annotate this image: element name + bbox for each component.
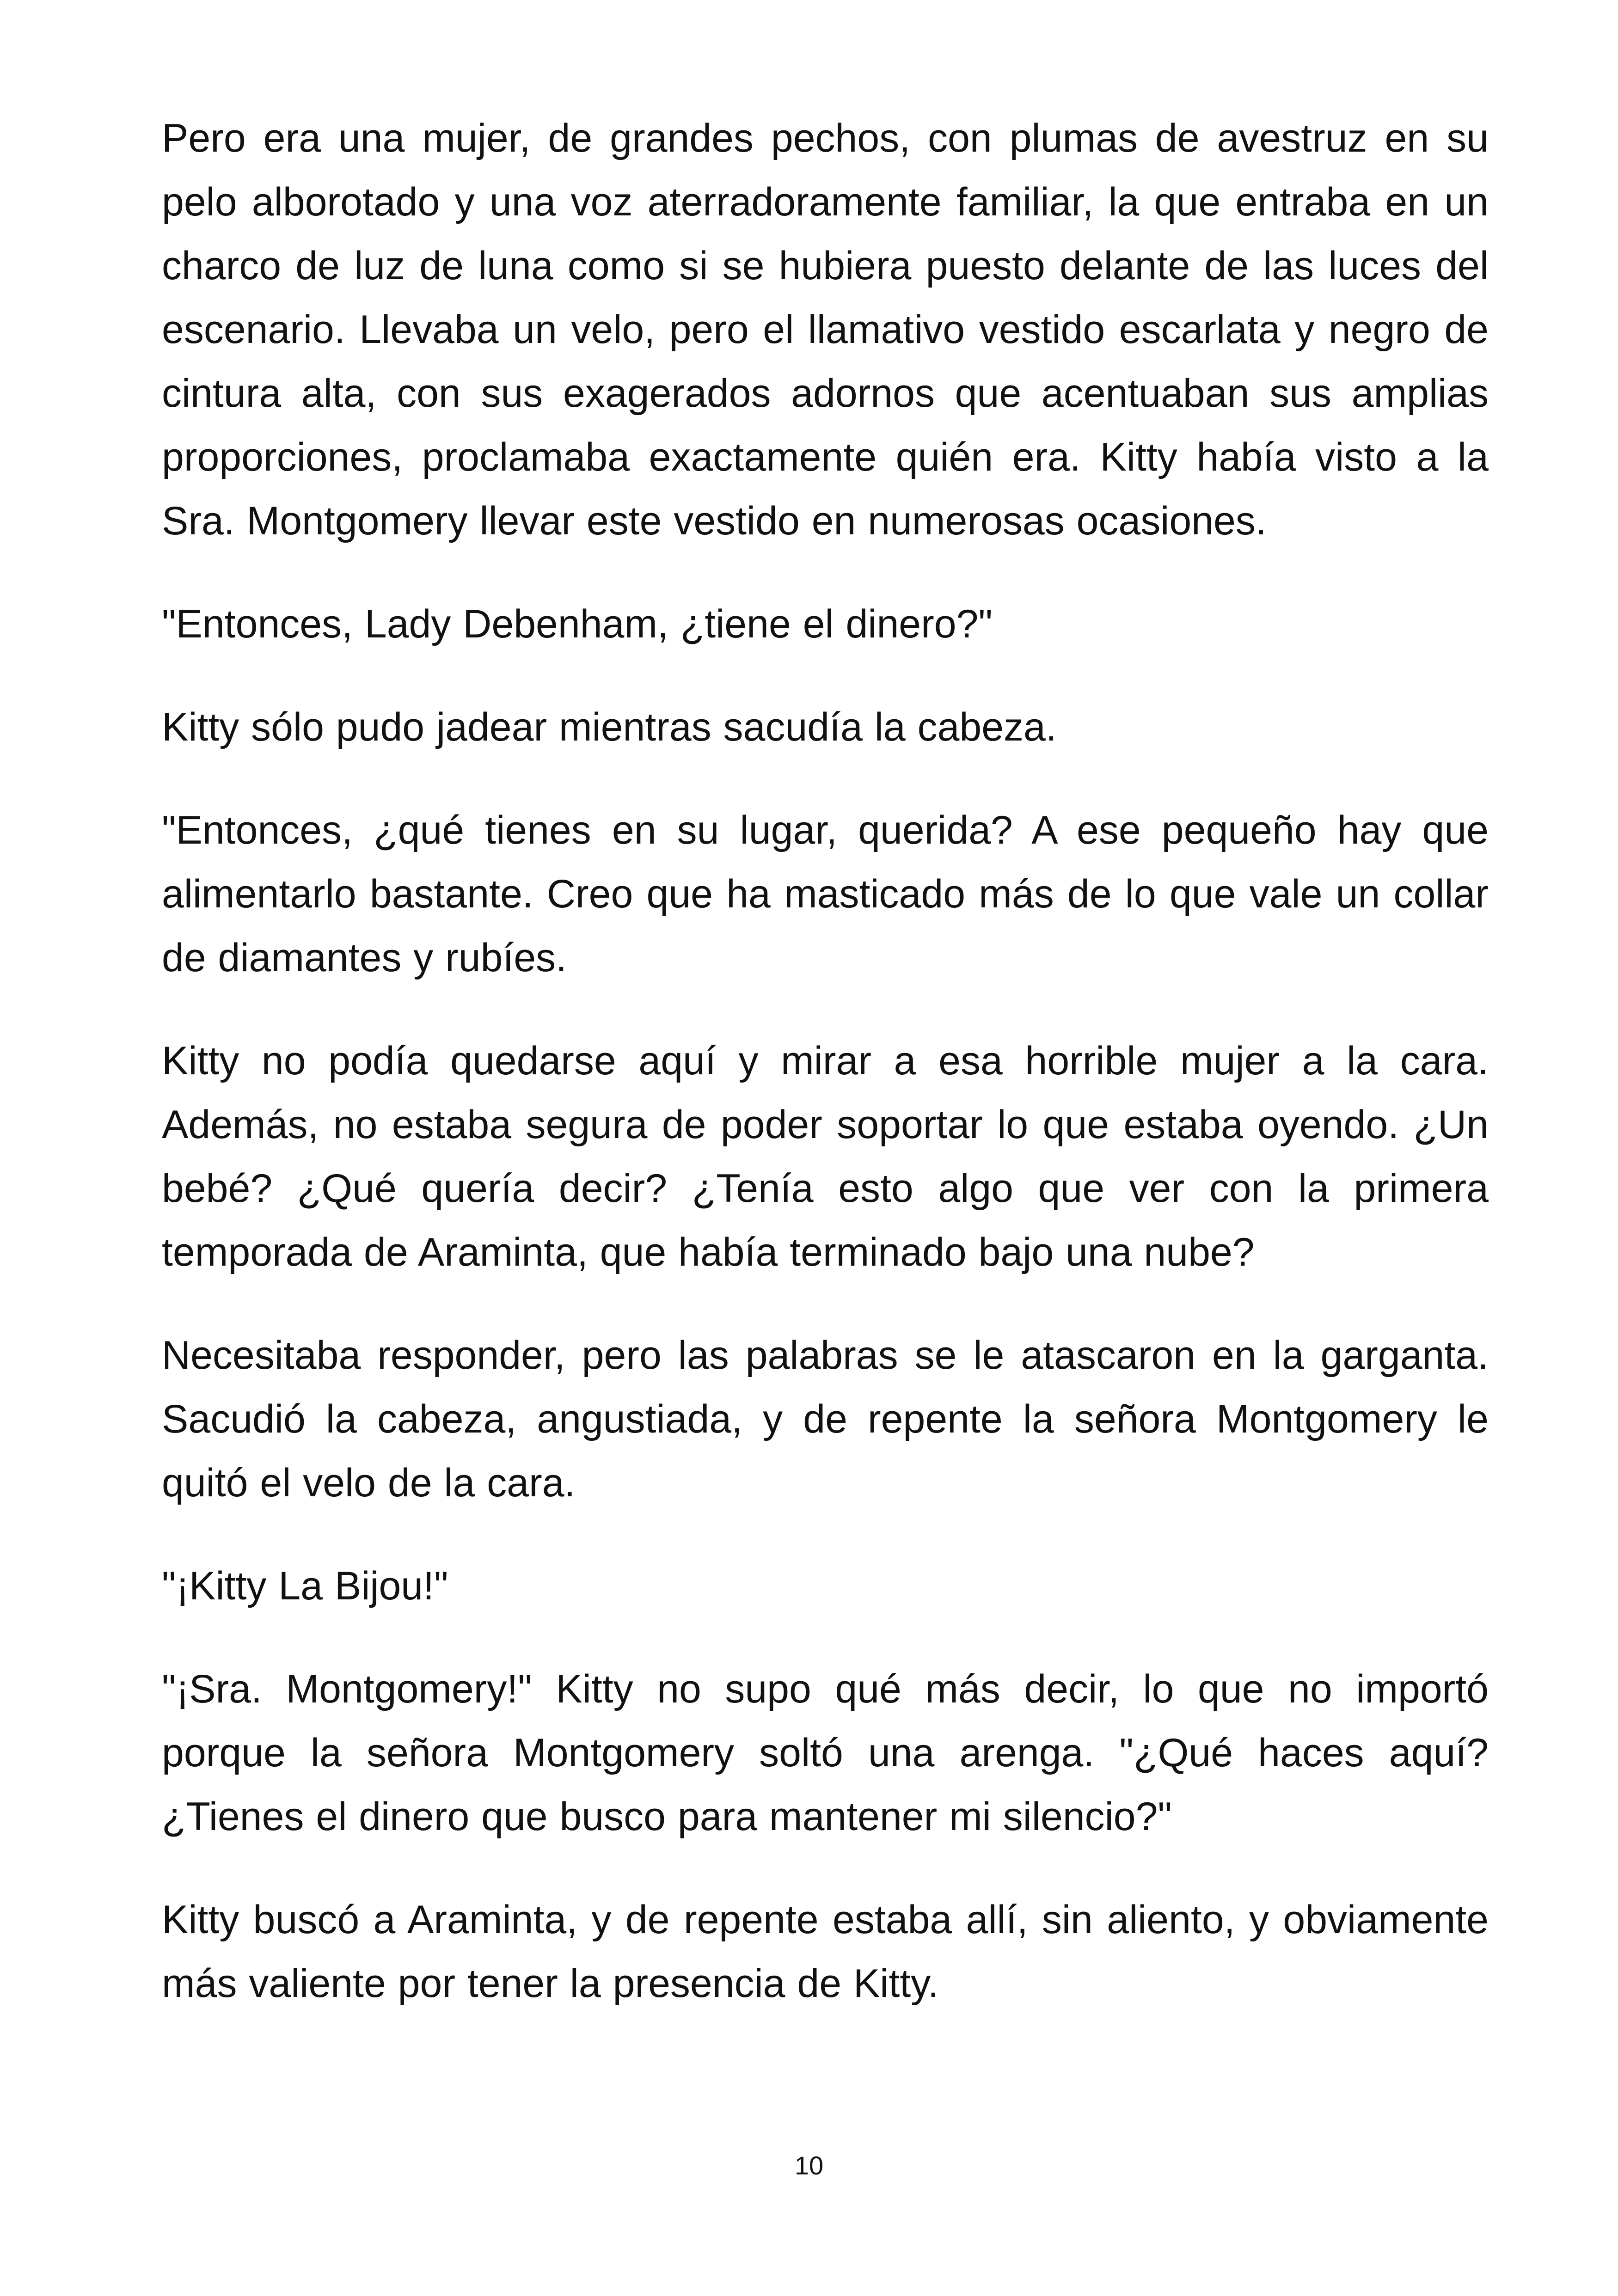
- paragraph-2: "Entonces, Lady Debenham, ¿tiene el dinero?": [162, 602, 993, 646]
- paragraph-7: "¡Kitty La Bijou!": [162, 1564, 448, 1608]
- page-number: 10: [794, 2151, 824, 2180]
- paragraph-8: "¡Sra. Montgomery!" Kitty no supo qué más decir, lo que no importó porque la señora Montgomery soltó una arenga. "¿Qué haces aquí? ¿Tienes el dinero que busco para mantener mi silencio?": [162, 1667, 1489, 1839]
- paragraph-1: Pero era una mujer, de grandes pechos, con plumas de avestruz en su pelo alborotado y una voz aterradoramente familiar, la que entraba en un charco de luz de luna como si se hubiera puesto delante de las luces del escenario. Llevaba un velo, pero el llamativo vestido escarlata y negro de cintura alta, con sus exagerados adornos que acentuaban sus amplias proporciones, proclamaba exactamente quién era. Kitty había visto a la Sra. Montgomery llevar este vestido en numerosas ocasiones.: [162, 116, 1489, 543]
- paragraph-5: Kitty no podía quedarse aquí y mirar a esa horrible mujer a la cara. Además, no estaba segura de poder soportar lo que estaba oyendo. ¿Un bebé? ¿Qué quería decir? ¿Tenía esto algo que ver con la primera temporada de Araminta, que había terminado bajo una nube?: [162, 1039, 1489, 1274]
- paragraph-3: Kitty sólo pudo jadear mientras sacudía la cabeza.: [162, 705, 1057, 749]
- paragraph-4: "Entonces, ¿qué tienes en su lugar, querida? A ese pequeño hay que alimentarlo bastante. Creo que ha masticado más de lo que vale un collar de diamantes y rubíes.: [162, 808, 1489, 980]
- paragraph-6: Necesitaba responder, pero las palabras se le atascaron en la garganta. Sacudió la cabeza, angustiada, y de repente la señora Montgomery le quitó el velo de la cara.: [162, 1333, 1489, 1505]
- page-body: [162, 106, 1489, 2055]
- paragraph-9: Kitty buscó a Araminta, y de repente estaba allí, sin aliento, y obviamente más valiente por tener la presencia de Kitty.: [162, 1898, 1489, 2006]
